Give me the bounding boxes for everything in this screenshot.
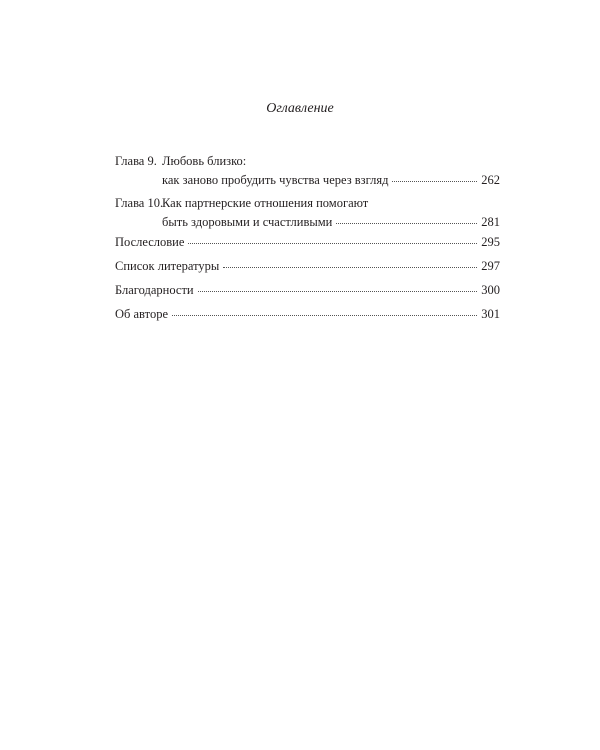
dot-leader [188,234,477,246]
dot-leader [198,282,478,294]
page-number: 281 [481,215,500,229]
chapter-subtitle: как заново пробудить чувства через взгляд [162,173,389,187]
toc-entry-chapter-10[interactable] [115,194,500,232]
page-number: 301 [481,307,500,321]
chapter-title: Любовь близко: [162,154,247,168]
section-title: Благодарности [115,283,194,297]
page-number: 297 [481,259,500,273]
section-title: Послесловие [115,235,185,249]
chapter-number: Глава 9. [115,154,157,168]
section-title: Список литературы [115,259,220,273]
toc-entry-line [115,213,500,232]
chapter-number: Глава 10. [115,196,164,210]
dot-leader [172,306,477,318]
toc-entry-line [115,171,500,190]
page-number: 295 [481,235,500,249]
toc-entry-about-author[interactable] [115,305,500,324]
section-title: Об авторе [115,307,168,321]
dot-leader [223,258,477,270]
toc-entry-afterword[interactable] [115,233,500,252]
page-title: Оглавление [266,101,334,116]
toc-entry-chapter-9[interactable] [115,152,500,190]
chapter-title: Как партнерские отношения помогают [162,196,369,210]
page-number: 262 [481,173,500,187]
page-number: 300 [481,283,500,297]
dot-leader [392,172,477,184]
toc-entry-bibliography[interactable] [115,257,500,276]
dot-leader [336,214,477,226]
chapter-subtitle: быть здоровыми и счастливыми [162,215,333,229]
toc-entry-acknowledgments[interactable] [115,281,500,300]
toc-entry-line [115,152,500,171]
toc-entry-line [115,194,500,213]
